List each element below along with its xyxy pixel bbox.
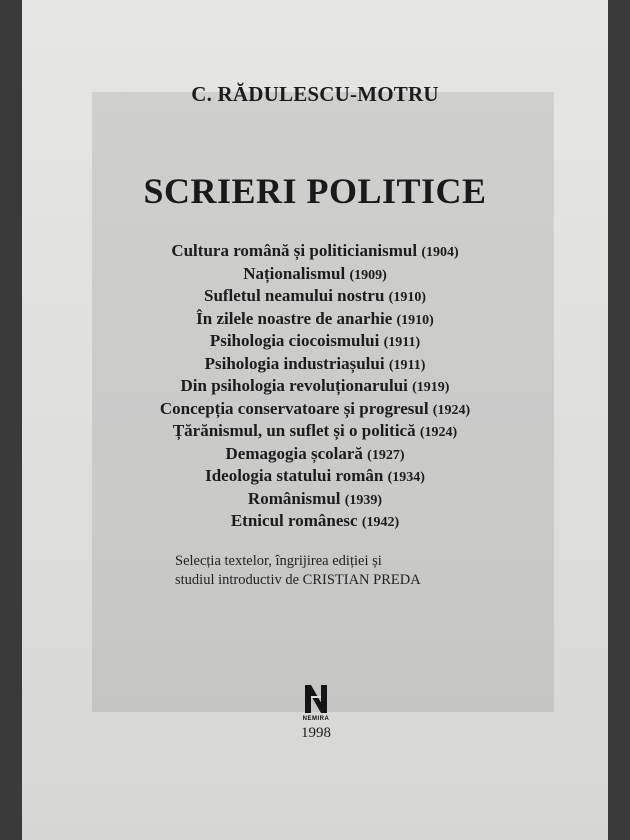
work-year: (1927) bbox=[367, 447, 405, 463]
work-year: (1904) bbox=[421, 245, 459, 260]
work-name: Etnicul românesc bbox=[230, 511, 358, 530]
work-name: Psihologia industriașului bbox=[204, 353, 385, 373]
work-item bbox=[0, 240, 630, 263]
work-name: Românismul bbox=[247, 488, 341, 508]
work-item bbox=[0, 285, 630, 308]
work-year: (1924) bbox=[432, 402, 471, 418]
work-item bbox=[0, 510, 630, 533]
publisher-name: NEMIRA bbox=[302, 716, 330, 722]
work-item bbox=[0, 398, 630, 421]
work-name: Naționalismul bbox=[243, 263, 346, 283]
work-name: Psihologia ciocoismului bbox=[209, 331, 380, 350]
editor-note bbox=[175, 552, 515, 590]
works-list bbox=[0, 240, 630, 533]
author-name: C. RĂDULESCU-MOTRU bbox=[191, 82, 439, 106]
work-year: (1924) bbox=[419, 425, 458, 440]
publication-year: 1998 bbox=[301, 725, 331, 741]
work-item bbox=[0, 420, 630, 443]
work-item bbox=[0, 488, 630, 511]
work-name: Cultura română și politicianismul bbox=[171, 241, 418, 260]
work-name: Concepția conservatoare și progresul bbox=[159, 398, 429, 418]
work-year: (1934) bbox=[387, 470, 425, 485]
work-name: Din psihologia revoluționarului bbox=[180, 376, 408, 395]
work-name: Țărănismul, un suflet și o politică bbox=[172, 421, 416, 440]
work-item bbox=[0, 443, 630, 466]
work-year: (1910) bbox=[396, 312, 434, 328]
work-year: (1939) bbox=[344, 492, 383, 508]
work-name: Ideologia statului român bbox=[205, 466, 384, 485]
editor-note-line: studiul introductiv de CRISTIAN PREDA bbox=[175, 572, 421, 588]
work-year: (1910) bbox=[388, 290, 426, 305]
work-year: (1919) bbox=[412, 380, 450, 395]
work-name: Demagogia școlară bbox=[225, 443, 363, 463]
work-year: (1942) bbox=[361, 515, 400, 530]
work-item bbox=[0, 308, 630, 331]
work-year: (1911) bbox=[383, 335, 421, 350]
work-year: (1909) bbox=[349, 267, 387, 283]
work-item bbox=[0, 375, 630, 398]
work-item bbox=[0, 263, 630, 286]
book-title: SCRIERI POLITICE bbox=[143, 171, 487, 211]
work-name: Sufletul neamului nostru bbox=[203, 286, 385, 305]
publisher-logo-icon bbox=[303, 683, 329, 715]
work-name: În zilele noastre de anarhie bbox=[196, 308, 393, 328]
work-item bbox=[0, 330, 630, 353]
work-year: (1911) bbox=[388, 357, 426, 373]
editor-note-line: Selecția textelor, îngrijirea ediției și bbox=[175, 553, 382, 569]
work-item bbox=[0, 465, 630, 488]
publisher-logo bbox=[296, 683, 336, 722]
work-item bbox=[0, 353, 630, 376]
